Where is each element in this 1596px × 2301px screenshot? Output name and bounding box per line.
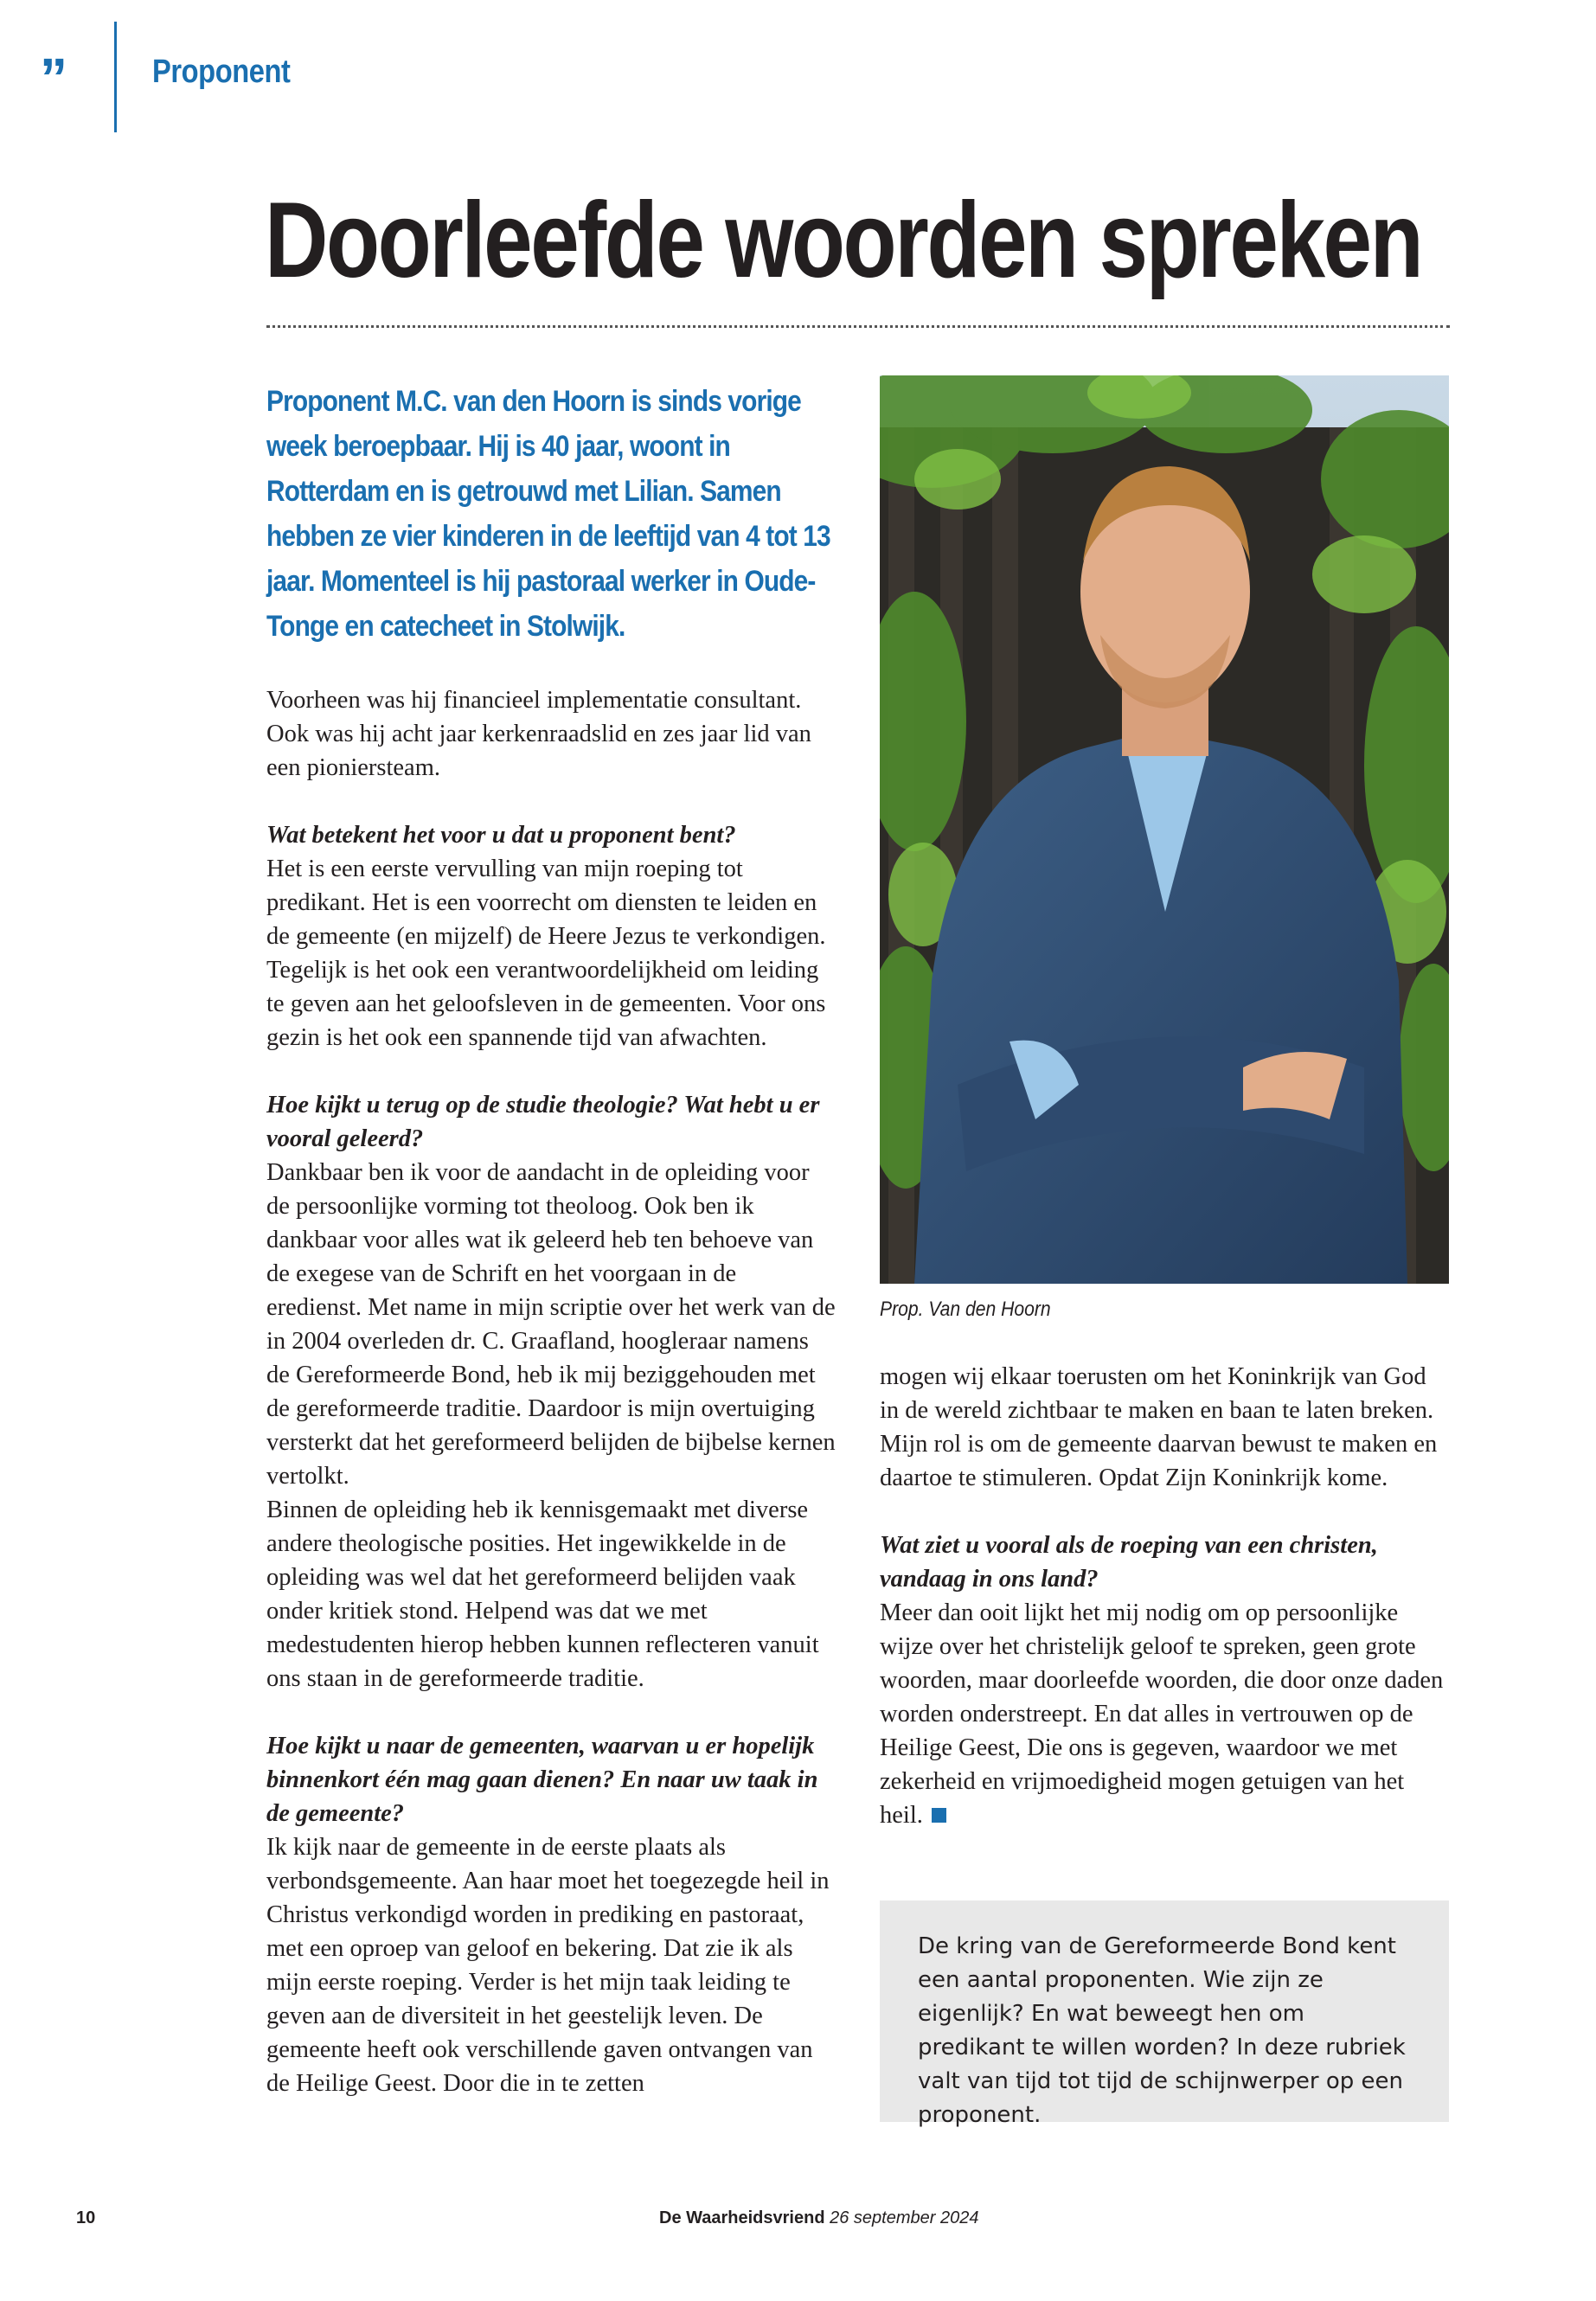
header-divider	[114, 22, 117, 132]
answer: Dankbaar ben ik voor de aandacht in de opleiding voor de persoonlijke vorming tot theoloog. Ook ben ik dankbaar voor alles wat ik geleerd heb ten behoeve van de exegese van de Schrift en het voorgaan in de eredienst. Met name in mijn scriptie over het werk van de in 2004 overleden dr. C. Graafland, hoogleraar namens de Gereformeerde Bond, heb ik mij beziggehouden met de gereformeerde traditie. Daardoor is mijn overtuiging versterkt dat het gereformeerd belijden de bijbelse kernen vertolkt.	[266, 1159, 836, 1490]
answer-continued: mogen wij elkaar toerusten om het Koninkrijk van God in de wereld zichtbaar te maken en baan te laten breken. Mijn rol is om de gemeente daarvan bewust te maken en daartoe te stimuleren. Opdat Zijn Koninkrijk kome.	[880, 1363, 1438, 1491]
quote-mark-icon: ”	[40, 47, 62, 109]
answer: Ik kijk naar de gemeente in de eerste plaats als verbondsgemeente. Aan haar moet het toegezegde heil in Christus verkondigd worden in prediking en pastoraat, met een oproep van geloof en bekering. Dat zie ik als mijn eerste roeping. Verder is het mijn taak leiding te geven aan de diversiteit in het geestelijk leven. De gemeente heeft ook verschillende gaven ontvangen van de Heilige Geest. Door die in te zetten	[266, 1834, 830, 2097]
photo-caption: Prop. Van den Hoorn	[880, 1298, 1051, 1321]
qa-block	[266, 1729, 837, 2100]
left-column	[266, 379, 837, 2134]
answer: Binnen de opleiding heb ik kennisgemaakt met diverse andere theologische posities. Het ingewikkelde in de opleiding was wel dat het gereformeerd belijden vaak onder kritiek stond. Helpend was dat we met medestudenten hierop hebben kunnen reflecteren vanuit ons staan in de gereformeerde traditie.	[266, 1497, 819, 1692]
portrait-photo	[880, 375, 1449, 1284]
question: Wat ziet u vooral als de roeping van een christen, vandaag in ons land?	[880, 1532, 1378, 1593]
question: Hoe kijkt u naar de gemeenten, waarvan u er hopelijk binnenkort één mag gaan dienen? En naar uw taak in de gemeente?	[266, 1733, 818, 1827]
answer: Meer dan ooit lijkt het mij nodig om op persoonlijke wijze over het christelijk geloof te spreken, geen grote woorden, maar doorleefde woorden, die door onze daden worden onderstreept. En dat alles in vertrouwen op de Heilige Geest, Die ons is gegeven, waardoor we met zekerheid en vrijmoedigheid mogen getuigen van het heil.	[880, 1599, 1444, 1829]
right-column	[880, 1360, 1451, 1866]
answer: Het is een eerste vervulling van mijn roeping tot predikant. Het is een voorrecht om diensten te leiden en de gemeente (en mijzelf) de Heere Jezus te verkondigen. Tegelijk is het ook een verantwoordelijkheid om leiding te geven aan het geloofsleven in de gemeenten. Voor ons gezin is het ook een spannende tijd van afwachten.	[266, 856, 826, 1051]
qa-block	[266, 1088, 837, 1695]
end-mark-icon	[932, 1808, 946, 1823]
intro-paragraph: Voorheen was hij financieel implementatie consultant. Ook was hij acht jaar kerkenraadslid en zes jaar lid van een pioniersteam.	[266, 687, 811, 781]
footer	[659, 2208, 978, 2228]
info-box: De kring van de Gereformeerde Bond kent een aantal proponenten. Wie zijn ze eigenlijk? En wat beweegt hen om predikant te willen worden? In deze rubriek valt van tijd tot tijd de schijnwerper op een proponent.	[880, 1900, 1449, 2122]
qa-block	[880, 1529, 1451, 1832]
qa-block	[266, 818, 837, 1054]
page-number: 10	[76, 2208, 96, 2227]
section-label: Proponent	[152, 54, 291, 90]
article-title: Doorleefde woorden spreken	[265, 181, 1422, 300]
issue-date: 26 september 2024	[830, 2208, 979, 2227]
dotted-divider	[266, 325, 1450, 328]
question: Hoe kijkt u terug op de studie theologie? Wat hebt u er vooral geleerd?	[266, 1092, 820, 1152]
lead-paragraph: Proponent M.C. van den Hoorn is sinds vorige week beroepbaar. Hij is 40 jaar, woont in Rotterdam en is getrouwd met Lilian. Samen hebben ze vier kinderen in de leeftijd van 4 tot 13 jaar. Momenteel is hij pastoraal werker in Oude-Tonge en catecheet in Stolwijk.	[266, 385, 830, 643]
publication-name: De Waarheidsvriend	[659, 2208, 825, 2227]
question: Wat betekent het voor u dat u proponent bent?	[266, 822, 736, 849]
